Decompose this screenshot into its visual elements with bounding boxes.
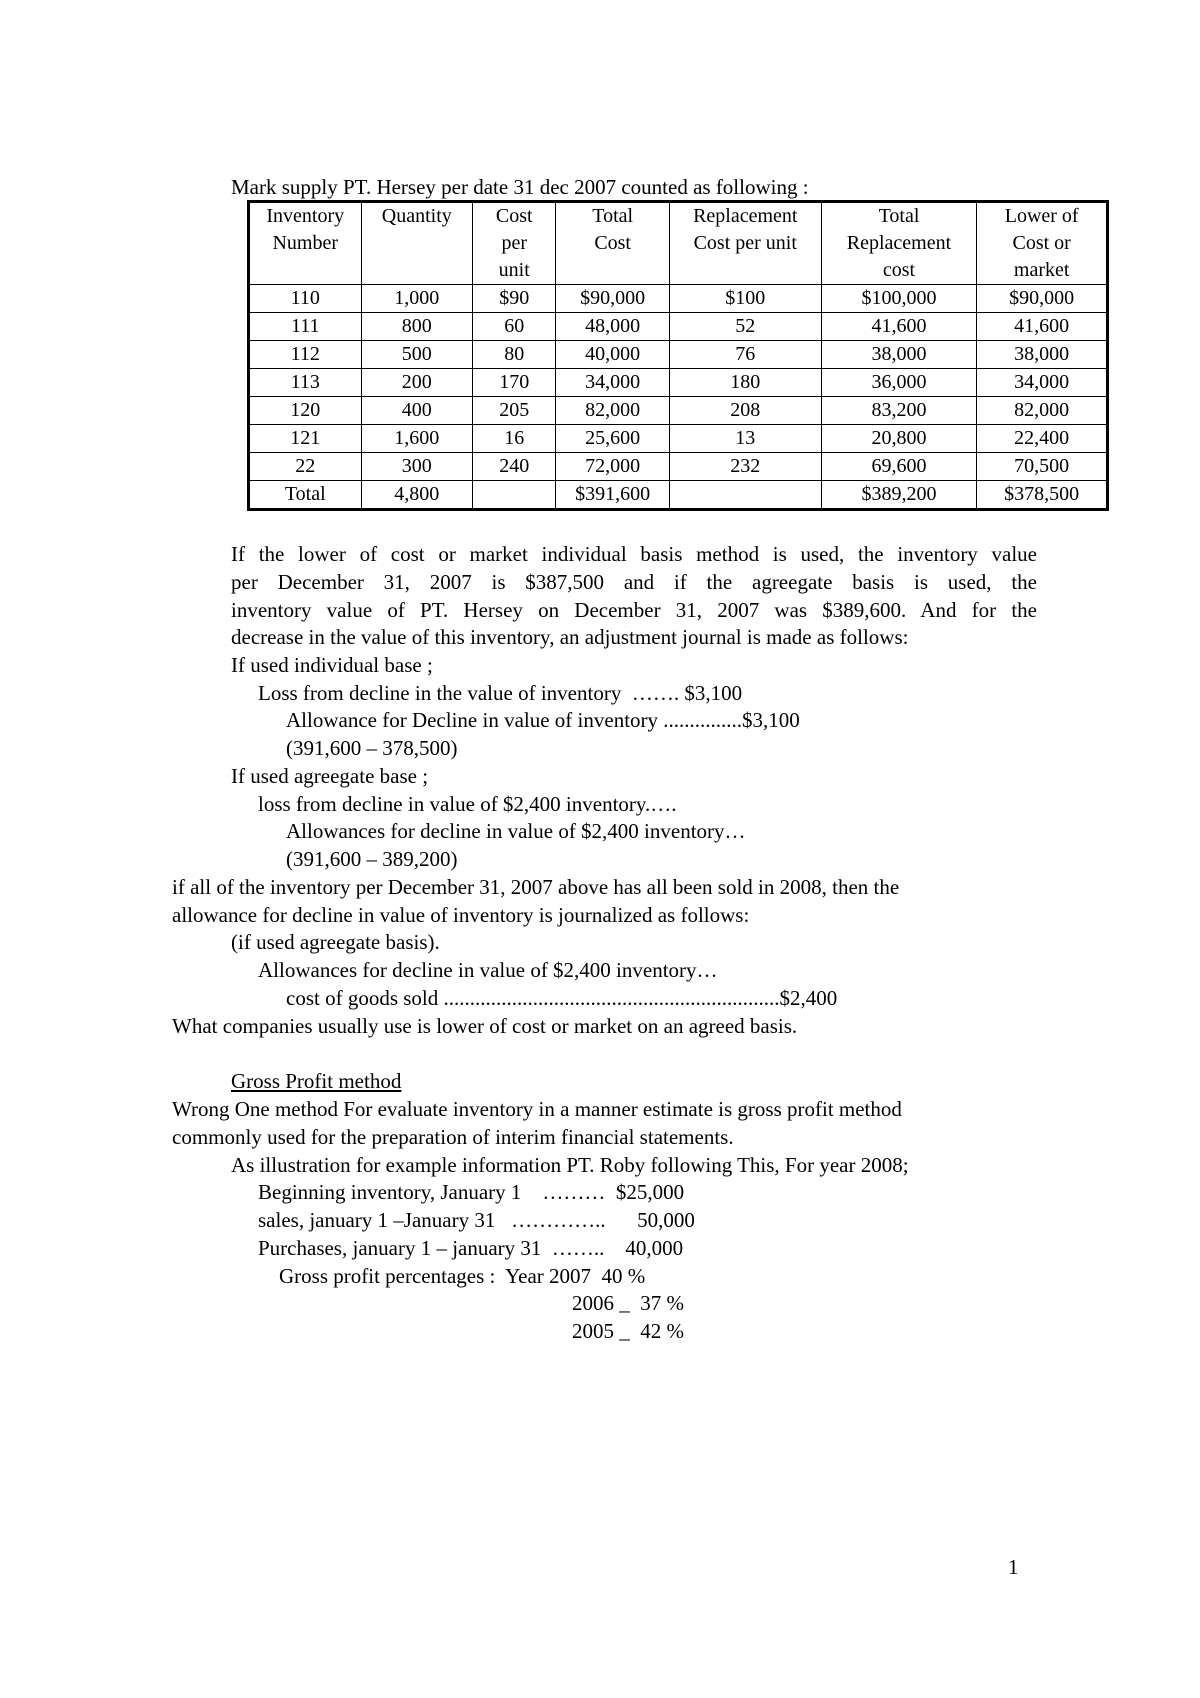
cell-inventory-number: 110 xyxy=(249,285,362,313)
cell-total-replacement: 41,600 xyxy=(821,313,977,341)
journal-entry-debit: Allowances for decline in value of $2,400 inventory… xyxy=(258,958,718,982)
table-total-row xyxy=(249,481,1108,510)
cell-quantity: 400 xyxy=(361,397,473,425)
info-item: Purchases, january 1 – january 31 …….. 40,000 xyxy=(258,1236,684,1260)
cell-empty xyxy=(669,481,821,510)
paragraph-line: allowance for decline in value of inventory is journalized as follows: xyxy=(172,903,750,927)
table-row xyxy=(249,425,1108,453)
paragraph-line: per December 31, 2007 is $387,500 and if the agreegate basis is used, the xyxy=(231,570,1037,594)
cell-lcm: 38,000 xyxy=(977,341,1108,369)
aggregate-base-heading: If used agreegate base ; xyxy=(231,764,429,788)
header-inventory-number: Inventory Number xyxy=(249,202,362,285)
cell-lcm: 82,000 xyxy=(977,397,1108,425)
paragraph-line: If the lower of cost or market individual basis method is used, the inventory value xyxy=(231,542,1037,566)
cell-quantity: 1,000 xyxy=(361,285,473,313)
cell-quantity: 500 xyxy=(361,341,473,369)
section-heading: Gross Profit method xyxy=(231,1069,402,1093)
cell-cost-per-unit: 60 xyxy=(473,313,556,341)
cell-total-cost: 25,600 xyxy=(556,425,670,453)
paragraph-line: What companies usually use is lower of cost or market on an agreed basis. xyxy=(172,1014,798,1038)
individual-base-heading: If used individual base ; xyxy=(231,653,433,677)
paragraph-line: commonly used for the preparation of interim financial statements. xyxy=(172,1125,734,1149)
cell-cost-per-unit: 16 xyxy=(473,425,556,453)
table-row xyxy=(249,341,1108,369)
cell-lcm: 41,600 xyxy=(977,313,1108,341)
cell-lcm: 22,400 xyxy=(977,425,1108,453)
cell-total-cost: 34,000 xyxy=(556,369,670,397)
cell-total-replacement: 20,800 xyxy=(821,425,977,453)
paragraph-line: (if used agreegate basis). xyxy=(231,930,440,954)
cell-replacement-cost: 232 xyxy=(669,453,821,481)
header-quantity: Quantity xyxy=(361,202,473,285)
cell-cost-per-unit: 80 xyxy=(473,341,556,369)
cell-total-cost: 48,000 xyxy=(556,313,670,341)
cell-total-lcm-sum: $378,500 xyxy=(977,481,1108,510)
journal-calculation: (391,600 – 389,200) xyxy=(286,847,458,871)
info-item: Beginning inventory, January 1 ……… $25,000 xyxy=(258,1180,685,1204)
cell-total-cost-sum: $391,600 xyxy=(556,481,670,510)
cell-inventory-number: 113 xyxy=(249,369,362,397)
cell-total-label: Total xyxy=(249,481,362,510)
cell-total-cost: 40,000 xyxy=(556,341,670,369)
gross-profit-percentage: 2005 _ 42 % xyxy=(572,1319,684,1343)
journal-entry-debit: loss from decline in value of $2,400 inventory.…. xyxy=(258,792,677,816)
page-number: 1 xyxy=(1008,1555,1019,1579)
cell-inventory-number: 22 xyxy=(249,453,362,481)
paragraph-line: Wrong One method For evaluate inventory in a manner estimate is gross profit method xyxy=(172,1097,902,1121)
table-row xyxy=(249,453,1108,481)
cell-replacement-cost: 180 xyxy=(669,369,821,397)
cell-inventory-number: 111 xyxy=(249,313,362,341)
cell-inventory-number: 120 xyxy=(249,397,362,425)
cell-replacement-cost: $100 xyxy=(669,285,821,313)
header-total-cost: Total Cost xyxy=(556,202,670,285)
cell-quantity: 800 xyxy=(361,313,473,341)
header-lower-of-cost-or-market: Lower of Cost or market xyxy=(977,202,1108,285)
cell-total-replacement: 69,600 xyxy=(821,453,977,481)
cell-replacement-cost: 52 xyxy=(669,313,821,341)
cell-total-replacement: 83,200 xyxy=(821,397,977,425)
journal-entry-debit: Loss from decline in the value of inventory ……. $3,100 xyxy=(258,681,743,705)
cell-replacement-cost: 76 xyxy=(669,341,821,369)
intro-text: Mark supply PT. Hersey per date 31 dec 2007 counted as following : xyxy=(231,175,809,199)
journal-entry-credit: Allowance for Decline in value of inventory ...............$3,100 xyxy=(286,708,800,732)
cell-replacement-cost: 208 xyxy=(669,397,821,425)
journal-calculation: (391,600 – 378,500) xyxy=(286,736,458,760)
header-cost-per-unit: Cost per unit xyxy=(473,202,556,285)
table-row xyxy=(249,313,1108,341)
cell-inventory-number: 112 xyxy=(249,341,362,369)
cell-cost-per-unit: $90 xyxy=(473,285,556,313)
cell-total-quantity: 4,800 xyxy=(361,481,473,510)
table-row xyxy=(249,369,1108,397)
info-item: sales, january 1 –January 31 ………….. 50,000 xyxy=(258,1208,695,1232)
cell-quantity: 200 xyxy=(361,369,473,397)
table-row xyxy=(249,397,1108,425)
gross-profit-percentage: 2006 _ 37 % xyxy=(572,1291,684,1315)
paragraph-line: As illustration for example information PT. Roby following This, For year 2008; xyxy=(231,1153,909,1177)
journal-entry-credit: cost of goods sold ................................................................$2,400 xyxy=(286,986,838,1010)
cell-lcm: 34,000 xyxy=(977,369,1108,397)
header-replacement-cost-per-unit: Replacement Cost per unit xyxy=(669,202,821,285)
cell-total-replacement-sum: $389,200 xyxy=(821,481,977,510)
cell-cost-per-unit: 205 xyxy=(473,397,556,425)
cell-cost-per-unit: 240 xyxy=(473,453,556,481)
table-row xyxy=(249,285,1108,313)
header-total-replacement-cost: Total Replacement cost xyxy=(821,202,977,285)
cell-replacement-cost: 13 xyxy=(669,425,821,453)
paragraph-line: decrease in the value of this inventory, an adjustment journal is made as follows: xyxy=(231,625,909,649)
cell-total-replacement: $100,000 xyxy=(821,285,977,313)
cell-total-cost: 72,000 xyxy=(556,453,670,481)
cell-quantity: 300 xyxy=(361,453,473,481)
cell-empty xyxy=(473,481,556,510)
cell-total-cost: 82,000 xyxy=(556,397,670,425)
table-header-row xyxy=(249,202,1108,285)
cell-total-replacement: 38,000 xyxy=(821,341,977,369)
cell-quantity: 1,600 xyxy=(361,425,473,453)
paragraph-line: inventory value of PT. Hersey on December 31, 2007 was $389,600. And for the xyxy=(231,598,1037,622)
paragraph-line: if all of the inventory per December 31, 2007 above has all been sold in 2008, then the xyxy=(172,875,900,899)
inventory-table xyxy=(247,200,1109,511)
journal-entry-credit: Allowances for decline in value of $2,400 inventory… xyxy=(286,819,746,843)
cell-cost-per-unit: 170 xyxy=(473,369,556,397)
gross-profit-percentage: Gross profit percentages : Year 2007 40 % xyxy=(279,1264,646,1288)
cell-lcm: 70,500 xyxy=(977,453,1108,481)
cell-total-replacement: 36,000 xyxy=(821,369,977,397)
cell-lcm: $90,000 xyxy=(977,285,1108,313)
cell-total-cost: $90,000 xyxy=(556,285,670,313)
cell-inventory-number: 121 xyxy=(249,425,362,453)
